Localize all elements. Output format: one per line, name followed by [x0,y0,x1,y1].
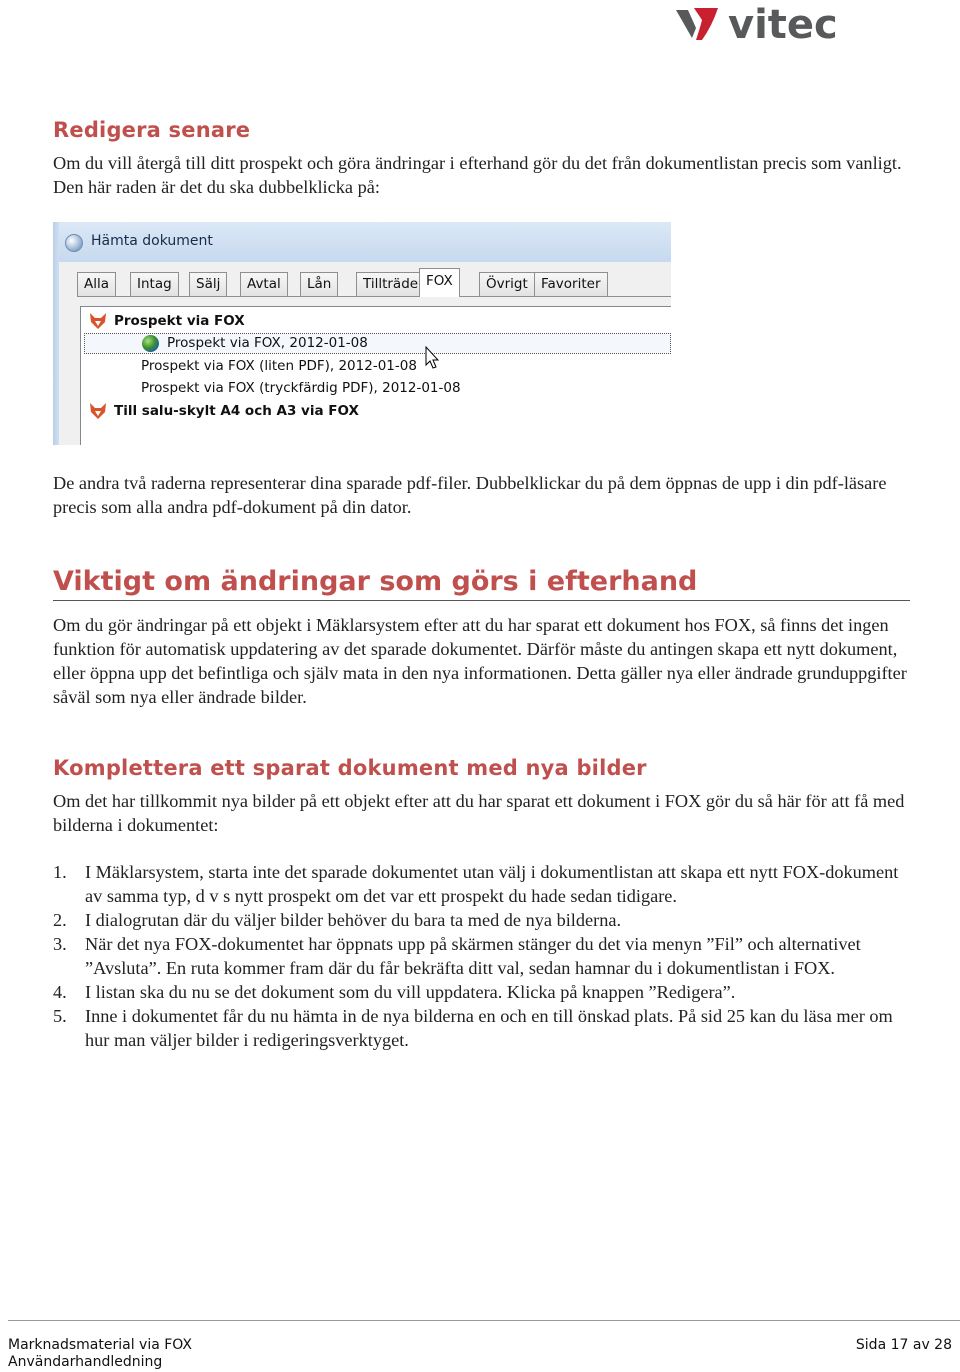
step-text: I Mäklarsystem, starta inte det sparade dokumentet utan välj i dokumentlistan att skapa ett nytt FOX-dokument av samma typ, d v s nytt prospekt om det var ett prospekt du hade sedan tidigare. [85,862,899,906]
tab-underline [77,296,671,297]
tab-fox[interactable]: FOX [419,268,460,297]
section-heading-komplettera: Komplettera ett sparat dokument med nya bilder [53,756,647,780]
fox-icon [89,312,107,330]
footer-doc-title: Marknadsmaterial via FOX [8,1337,193,1353]
section-body-viktigt: Om du gör ändringar på ett objekt i Mäklarsystem efter att du har sparat ett dokument hos FOX, så finns det ingen funktion för automatisk uppdatering av det sparade dokumentet. Därför måste du antingen skapa ett nytt dokument, eller öppna upp det befintliga och själv mata in den nya informationen. Detta gäller nya eller ändrade grunduppgifter såväl som nya eller ändrade bilder. [53,615,907,707]
step-number: 4. [53,982,67,1002]
logo-wordmark: vitec [728,2,838,44]
step-number: 1. [53,862,67,882]
dialog-title: Hämta dokument [91,233,213,249]
dialog-screenshot [53,222,671,445]
step-text: När det nya FOX-dokumentet har öppnats upp på skärmen stänger du det via menyn ”Fil” och alternativet ”Avsluta”. En ruta kommer fram där du får bekräfta ditt val, sedan hamnar du i dokumentlistan i FOX. [85,934,861,978]
tab-ovrigt[interactable]: Övrigt [479,272,535,296]
tab-lan[interactable]: Lån [300,272,338,296]
fox-icon [89,402,107,420]
step-text: I dialogrutan där du väljer bilder behöver du bara ta med de nya bilderna. [85,910,622,930]
list-item[interactable]: Till salu-skylt A4 och A3 via FOX [114,403,359,419]
section-intro-komplettera: Om det har tillkommit nya bilder på ett objekt efter att du har sparat ett dokument i FOX gör du så här för att få med bilderna i dokumentet: [53,791,905,835]
tab-avtal[interactable]: Avtal [240,272,288,296]
footer-page-number: Sida 17 av 28 [855,1337,952,1353]
list-item[interactable]: Prospekt via FOX (liten PDF), 2012-01-08 [141,358,417,374]
list-item [53,980,913,1004]
steps-list [53,860,913,1052]
step-number: 5. [53,1006,67,1026]
section-after-text: De andra två raderna representerar dina sparade pdf-filer. Dubbelklickar du på dem öppnas de upp i din pdf-läsare precis som alla andra pdf-dokument på din dator. [53,473,887,517]
list-item[interactable]: Prospekt via FOX [114,313,245,329]
list-item [53,860,913,908]
dialog-frame [53,222,59,445]
step-text: Inne i dokumentet får du nu hämta in de nya bilderna en och en till önskad plats. På sid 25 kan du läsa mer om hur man väljer bilder i redigeringsverktyget. [85,1006,893,1050]
app-globe-icon [65,234,83,252]
list-item [53,908,913,932]
vitec-logo [672,2,924,44]
section-intro: Om du vill återgå till ditt prospekt och göra ändringar i efterhand gör du det från dokumentlistan precis som vanligt. Den här raden är det du ska dubbelklicka på: [53,153,902,197]
tab-alla[interactable]: Alla [77,272,116,296]
list-item [53,1004,913,1052]
step-number: 3. [53,934,67,954]
globe-icon [142,335,159,352]
footer-doc-subtitle: Användarhandledning [8,1354,163,1370]
list-item[interactable]: Prospekt via FOX, 2012-01-08 [167,335,368,351]
footer-divider [8,1320,960,1321]
mouse-cursor-icon [425,346,439,370]
logo-mark-icon [676,8,718,40]
step-number: 2. [53,910,67,930]
section-heading-viktigt: Viktigt om ändringar som görs i efterhand [53,566,910,601]
tab-salj[interactable]: Sälj [189,272,227,296]
section-heading-redigera: Redigera senare [53,118,251,142]
list-item[interactable]: Prospekt via FOX (tryckfärdig PDF), 2012-01-08 [141,380,461,396]
step-text: I listan ska du nu se det dokument som du vill uppdatera. Klicka på knappen ”Redigera”. [85,982,736,1002]
tab-favoriter[interactable]: Favoriter [534,272,608,296]
tab-intag[interactable]: Intag [130,272,179,296]
tab-tilltrade[interactable]: Tillträde [356,272,425,296]
list-item [53,932,913,980]
